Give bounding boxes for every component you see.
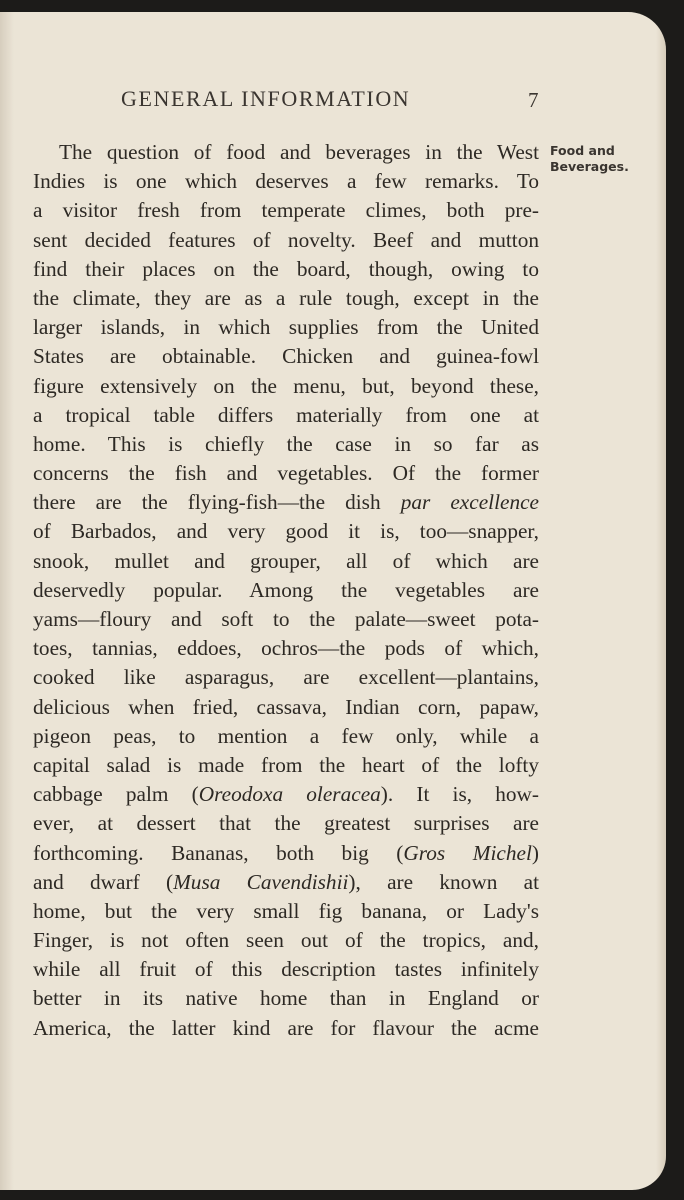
text-run: ) (531, 840, 539, 865)
text-line (33, 488, 539, 517)
text-run: of Barbados, and very good it is, too—snapper, (33, 519, 539, 544)
text-line (33, 897, 539, 926)
text-line (33, 342, 539, 371)
text-run: toes, tannias, eddoes, ochros—the pods of which, (33, 636, 539, 661)
italic-term: Musa Cavendishii (173, 869, 349, 894)
text-line (33, 430, 539, 459)
text-line (33, 751, 539, 780)
text-line (33, 955, 539, 984)
text-run: ever, at dessert that the greatest surprises are (33, 811, 539, 836)
text-line (33, 605, 539, 634)
text-run: The question of food and beverages in the West (59, 140, 539, 164)
margin-note-line: Food and (550, 143, 615, 158)
text-line (33, 517, 539, 546)
text-run: cabbage palm ( (33, 782, 199, 807)
text-run: America, the latter kind are for flavour the acme (33, 1015, 539, 1040)
book-page (0, 12, 666, 1190)
italic-term: Oreodoxa oleracea (198, 782, 381, 807)
text-line (33, 868, 539, 897)
text-run: while all fruit of this description tastes infinitely (33, 957, 539, 982)
running-title: GENERAL INFORMATION (121, 86, 411, 111)
text-run: and dwarf ( (33, 869, 174, 894)
text-line (33, 634, 539, 663)
text-run: ). It is, how- (380, 782, 539, 807)
text-line (33, 693, 539, 722)
text-run: figure extensively on the menu, but, beyond these, (33, 373, 539, 398)
text-line (33, 547, 539, 576)
text-run: delicious when fried, cassava, Indian corn, papaw, (33, 694, 539, 719)
text-run: cooked like asparagus, are excellent—plantains, (33, 665, 539, 690)
text-run: capital salad is made from the heart of the lofty (33, 752, 539, 777)
text-line (33, 196, 539, 225)
text-line (33, 809, 539, 838)
text-run: ), are known at (348, 869, 539, 894)
text-run: deservedly popular. Among the vegetables are (33, 577, 539, 602)
text-run: find their places on the board, though, owing to (33, 256, 539, 281)
text-line (33, 839, 539, 868)
text-line (33, 576, 539, 605)
text-run: home. This is chiefly the case in so far as (33, 431, 539, 456)
text-run: larger islands, in which supplies from the United (33, 315, 539, 340)
text-run: home, but the very small fig banana, or Lady's (33, 898, 539, 923)
page-number: 7 (528, 88, 539, 112)
text-run: a tropical table differs materially from one at (33, 402, 539, 427)
text-run: States are obtainable. Chicken and guinea-fowl (33, 344, 539, 369)
margin-note-line: Beverages. (550, 159, 629, 174)
italic-term: Gros Michel (403, 840, 532, 865)
text-run: yams—floury and soft to the palate—sweet pota- (33, 607, 539, 631)
text-line (33, 722, 539, 751)
text-line (33, 372, 539, 401)
text-line (33, 284, 539, 313)
text-line (33, 226, 539, 255)
text-line (33, 401, 539, 430)
text-run: forthcoming. Bananas, both big ( (33, 840, 404, 865)
italic-term: par excellence (400, 490, 539, 515)
text-line (33, 780, 539, 809)
text-run: snook, mullet and grouper, all of which are (33, 548, 539, 573)
text-run: concerns the fish and vegetables. Of the former (33, 461, 539, 486)
text-run: pigeon peas, to mention a few only, while a (33, 723, 539, 748)
text-run: better in its native home than in England or (33, 986, 539, 1011)
text-line (33, 167, 539, 196)
body-paragraph (33, 138, 539, 1043)
text-run: Finger, is not often seen out of the tropics, and, (33, 928, 539, 953)
text-line (33, 138, 539, 167)
binding-shadow (0, 12, 14, 1190)
text-run: a visitor fresh from temperate climes, both pre- (33, 198, 539, 223)
text-line (33, 984, 539, 1013)
text-run: the climate, they are as a rule tough, except in the (33, 285, 539, 310)
text-line (33, 663, 539, 692)
text-line (33, 459, 539, 488)
margin-note (550, 142, 629, 175)
text-line (33, 926, 539, 955)
page-edge-shadow (656, 12, 666, 1190)
text-run: sent decided features of novelty. Beef and mutton (33, 227, 539, 252)
text-line (33, 1014, 539, 1043)
text-line (33, 255, 539, 284)
text-run: there are the flying-fish—the dish (33, 490, 401, 515)
text-line (33, 313, 539, 342)
text-run: Indies is one which deserves a few remarks. To (33, 169, 539, 194)
